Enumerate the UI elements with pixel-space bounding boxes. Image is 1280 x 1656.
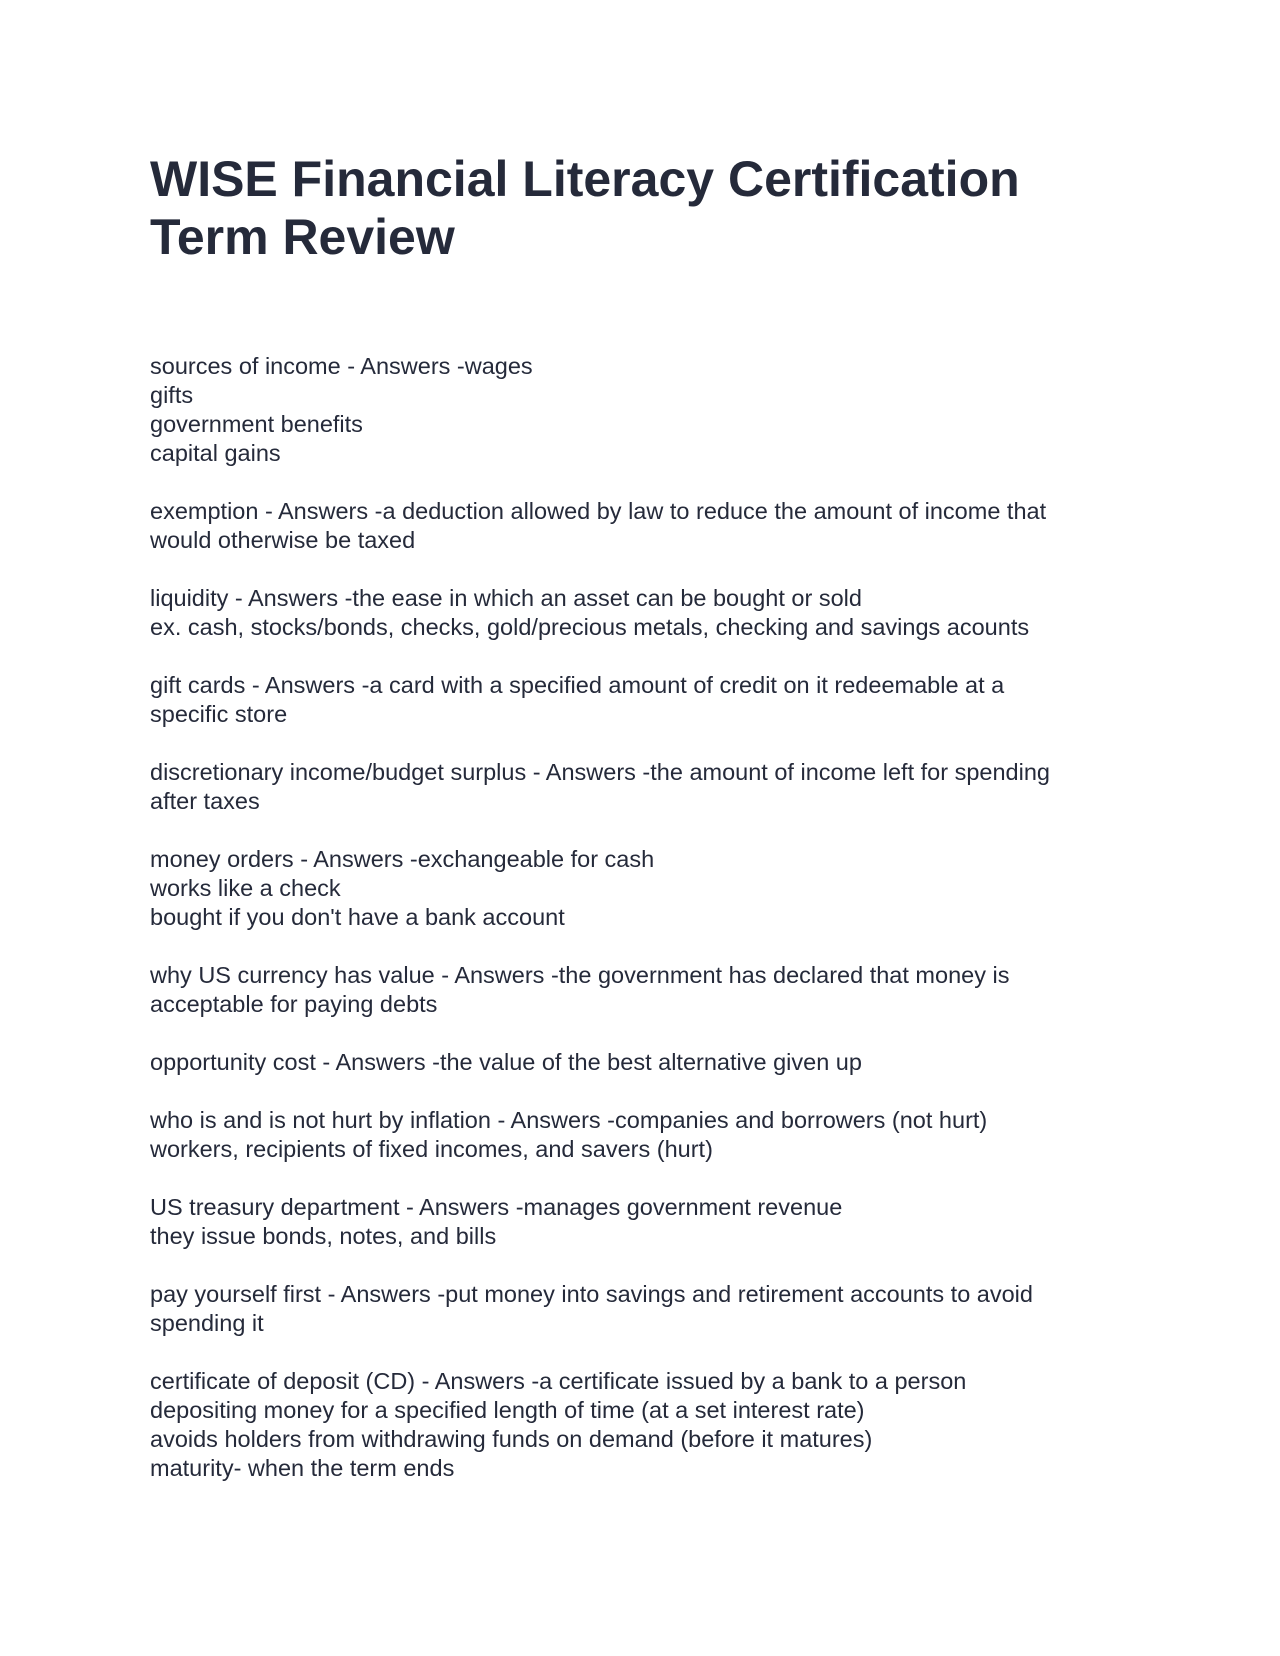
term-definition-line: exemption - Answers -a deduction allowed by law to reduce the amount of income that: [150, 498, 1047, 524]
term-entry: [150, 1280, 1130, 1338]
term-definition-line: why US currency has value - Answers -the government has declared that money is: [150, 962, 1010, 988]
term-continuation-line: specific store: [150, 701, 288, 727]
term-continuation-line: avoids holders from withdrawing funds on demand (before it matures): [150, 1426, 873, 1452]
term-entry: [150, 961, 1130, 1019]
term-entry: [150, 1048, 1130, 1077]
term-definition-line: pay yourself first - Answers -put money into savings and retirement accounts to avoid: [150, 1281, 1033, 1307]
term-list: [150, 352, 1130, 1512]
term-entry: [150, 352, 1130, 468]
term-continuation-line: would otherwise be taxed: [150, 527, 416, 553]
term-entry: [150, 1367, 1130, 1483]
term-entry: [150, 845, 1130, 932]
term-definition-line: opportunity cost - Answers -the value of the best alternative given up: [150, 1049, 862, 1075]
term-entry: [150, 584, 1130, 642]
term-continuation-line: maturity- when the term ends: [150, 1455, 455, 1481]
title-line: Term Review: [150, 209, 455, 265]
term-definition-line: discretionary income/budget surplus - Answers -the amount of income left for spending: [150, 759, 1050, 785]
term-entry: [150, 758, 1130, 816]
term-entry: [150, 1106, 1130, 1164]
term-continuation-line: depositing money for a specified length of time (at a set interest rate): [150, 1397, 865, 1423]
term-continuation-line: bought if you don't have a bank account: [150, 904, 565, 930]
term-continuation-line: after taxes: [150, 788, 260, 814]
term-entry: [150, 671, 1130, 729]
term-continuation-line: ex. cash, stocks/bonds, checks, gold/precious metals, checking and savings acounts: [150, 614, 1030, 640]
title-line: WISE Financial Literacy Certification: [150, 151, 1020, 207]
page-title: [150, 150, 1110, 266]
term-definition-line: US treasury department - Answers -manages government revenue: [150, 1194, 843, 1220]
term-entry: [150, 497, 1130, 555]
term-definition-line: liquidity - Answers -the ease in which an asset can be bought or sold: [150, 585, 862, 611]
term-continuation-line: capital gains: [150, 440, 281, 466]
term-continuation-line: they issue bonds, notes, and bills: [150, 1223, 497, 1249]
term-entry: [150, 1193, 1130, 1251]
term-continuation-line: spending it: [150, 1310, 264, 1336]
term-continuation-line: government benefits: [150, 411, 363, 437]
term-definition-line: money orders - Answers -exchangeable for cash: [150, 846, 655, 872]
term-continuation-line: workers, recipients of fixed incomes, and savers (hurt): [150, 1136, 713, 1162]
term-definition-line: who is and is not hurt by inflation - Answers -companies and borrowers (not hurt): [150, 1107, 988, 1133]
term-definition-line: certificate of deposit (CD) - Answers -a certificate issued by a bank to a person: [150, 1368, 967, 1394]
term-continuation-line: works like a check: [150, 875, 341, 901]
term-continuation-line: acceptable for paying debts: [150, 991, 438, 1017]
term-continuation-line: gifts: [150, 382, 194, 408]
term-definition-line: sources of income - Answers -wages: [150, 353, 533, 379]
term-definition-line: gift cards - Answers -a card with a specified amount of credit on it redeemable at a: [150, 672, 1005, 698]
